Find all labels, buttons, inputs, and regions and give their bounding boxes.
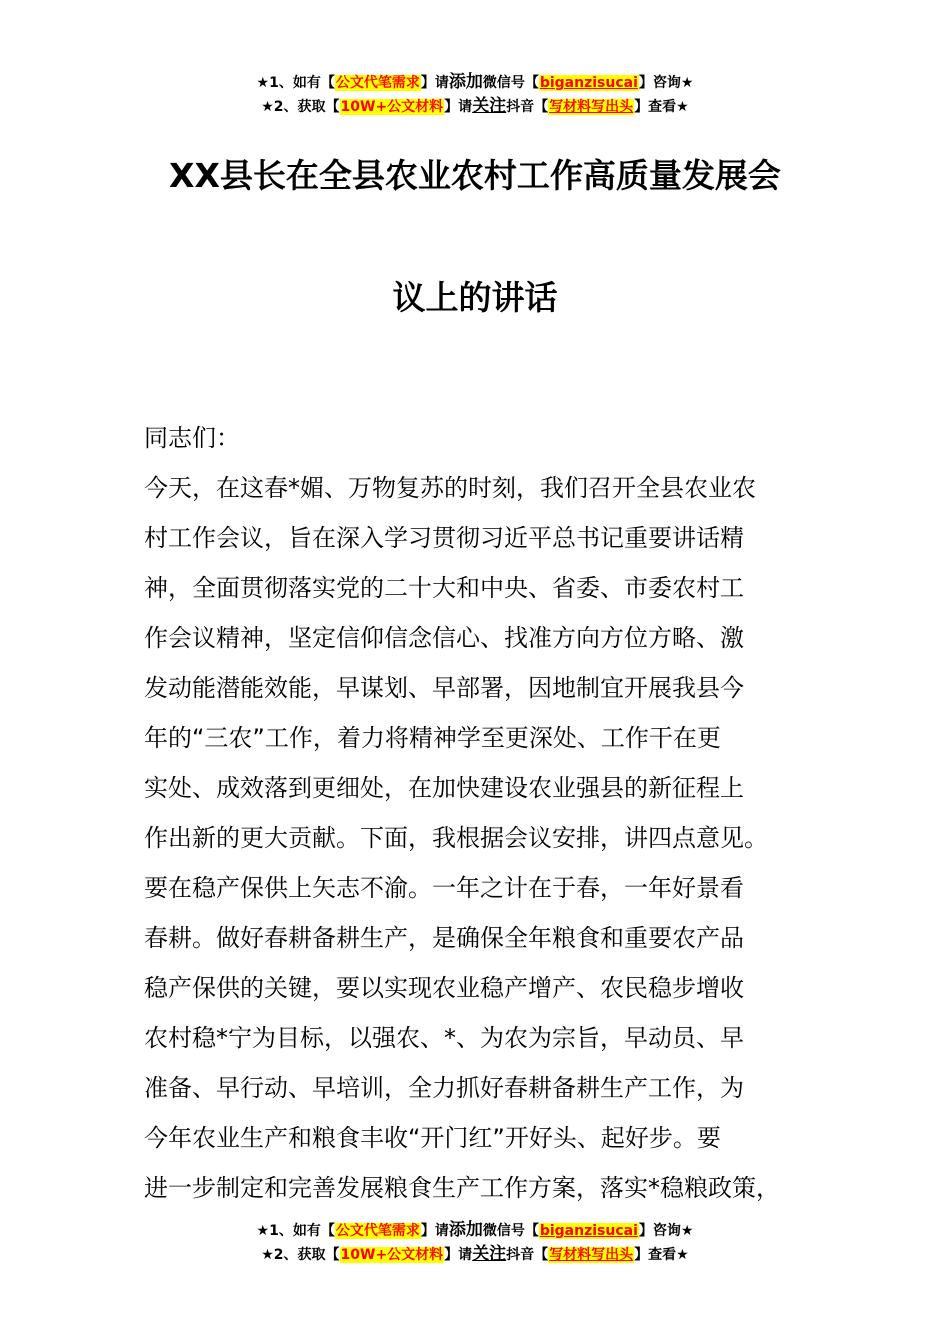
body-line: 作出新的更大贡献。下面，我根据会议安排，讲四点意见。 [144, 824, 768, 852]
banner-text: ★2、获取【 [261, 99, 340, 115]
banner-line-1 [0, 70, 950, 94]
document-title-line-2: 议上的讲话 [392, 278, 558, 317]
banner-text: 抖音【 [506, 99, 549, 115]
banner-text: 微信号【 [482, 1223, 539, 1239]
bottom-banner [0, 1218, 950, 1266]
top-banner [0, 70, 950, 118]
body-line: 年的“三农”工作，着力将精神学至更深处、工作干在更 [144, 724, 721, 752]
body-line: 进一步制定和完善发展粮食生产工作方案，落实*稳粮政策， [144, 1174, 780, 1202]
banner-text: ★2、获取【 [261, 1247, 340, 1263]
body-line: 准备、早行动、早培训，全力抓好春耕备耕生产工作，为 [144, 1074, 744, 1102]
banner-highlight-materials: 10W+公文材料 [340, 1247, 444, 1263]
banner-text: 】查看★ [634, 1247, 689, 1263]
banner-line-2 [0, 1242, 950, 1266]
banner-text-emphasis: 关注 [472, 1244, 507, 1264]
banner-text: 】咨询★ [638, 75, 694, 91]
body-line: 发动能潜能效能，早谋划、早部署，因地制宜开展我县今 [144, 674, 744, 702]
body-line: 实处、成效落到更细处，在加快建设农业强县的新征程上 [144, 774, 744, 802]
banner-highlight-wechat-id: biganzisucai [539, 75, 638, 91]
body-line: 春耕。做好春耕备耕生产，是确保全年粮食和重要农产品 [144, 924, 744, 952]
banner-highlight-douyin: 写材料写出头 [549, 1247, 634, 1263]
banner-highlight-materials: 10W+公文材料 [340, 99, 444, 115]
banner-text: 】请 [420, 75, 449, 91]
banner-text: 】查看★ [634, 99, 689, 115]
banner-text: 微信号【 [482, 75, 539, 91]
banner-text: 】请 [444, 99, 473, 115]
banner-text: 抖音【 [506, 1247, 549, 1263]
body-line: 神，全面贯彻落实党的二十大和中央、省委、市委农村工 [144, 574, 744, 602]
body-line: 今年农业生产和粮食丰收“开门红”开好头、起好步。要 [144, 1124, 721, 1152]
banner-text: 】请 [444, 1247, 473, 1263]
banner-highlight-ghostwriting: 公文代笔需求 [335, 75, 420, 91]
banner-text: 】咨询★ [638, 1223, 694, 1239]
document-title-line-1: XX县长在全县农业农村工作高质量发展会 [169, 156, 781, 195]
banner-highlight-wechat-id: biganzisucai [539, 1223, 638, 1239]
banner-highlight-ghostwriting: 公文代笔需求 [335, 1223, 420, 1239]
banner-highlight-douyin: 写材料写出头 [549, 99, 634, 115]
banner-text: 】请 [420, 1223, 449, 1239]
banner-line-2 [0, 94, 950, 118]
body-line: 作会议精神，坚定信仰信念信心、找准方向方位方略、激 [144, 624, 744, 652]
document-body [144, 413, 844, 1213]
banner-text: ★1、如有【 [256, 1223, 335, 1239]
banner-line-1 [0, 1218, 950, 1242]
body-line: 稳产保供的关键，要以实现农业稳产增产、农民稳步增收 [144, 974, 744, 1002]
body-line: 要在稳产保供上矢志不渝。一年之计在于春，一年好景看 [144, 874, 744, 902]
banner-text: ★1、如有【 [256, 75, 335, 91]
banner-text-emphasis: 关注 [472, 96, 507, 116]
banner-text-emphasis: 添加 [448, 72, 483, 92]
banner-text-emphasis: 添加 [448, 1220, 483, 1240]
body-line: 今天，在这春*媚、万物复苏的时刻，我们召开全县农业农 [144, 474, 756, 502]
body-line: 同志们： [144, 424, 240, 452]
body-line: 村工作会议，旨在深入学习贯彻习近平总书记重要讲话精 [144, 524, 744, 552]
body-line: 农村稳*宁为目标，以强农、*、为农为宗旨，早动员、早 [144, 1024, 744, 1052]
